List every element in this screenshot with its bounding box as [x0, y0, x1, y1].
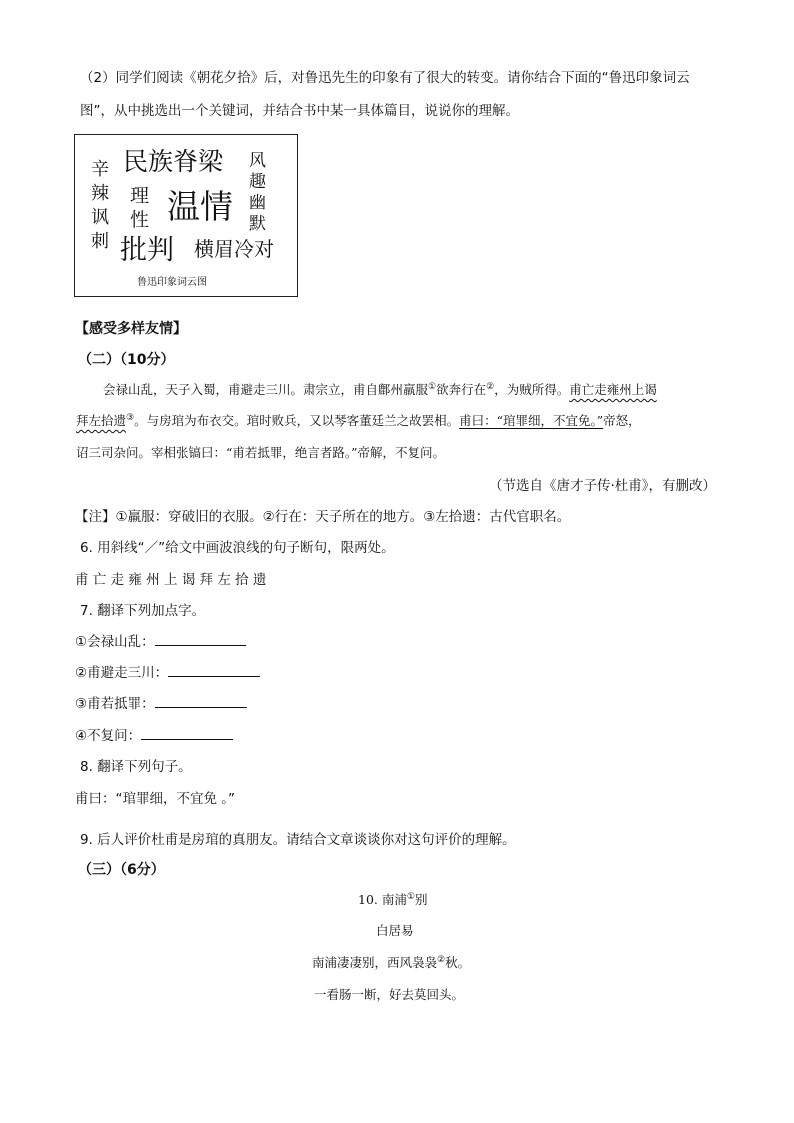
q7-item-label: ③甫若抵罪：	[75, 696, 155, 712]
answer-blank[interactable]	[141, 725, 233, 740]
poem-text: 秋。	[445, 955, 471, 970]
passage-text: 帝怒，	[603, 413, 641, 428]
q2-line1: （2）同学们阅读《朝花夕拾》后，对鲁迅先生的印象有了很大的转变。请你结合下面的“鲁迅印象词云	[80, 70, 690, 86]
passage-line3: 诏三司杂问。宰相张镐曰：“甫若抵罪，绝言者路。”帝解，不复问。	[76, 445, 446, 460]
q7-item-4	[75, 724, 233, 744]
wavy-sentence-part2: 拜左拾遗	[76, 413, 127, 428]
question-8-sentence: 甫曰：“琯罪细，不宜免 。”	[75, 791, 236, 807]
q7-item-label: ④不复问：	[75, 728, 142, 744]
annotation-note: 【注】①羸服：穿破旧的衣服。②行在：天子所在的地方。③左拾遗：古代官职名。	[75, 509, 571, 525]
q7-item-2	[75, 661, 260, 681]
poem-title-text: 10. 南浦	[358, 892, 407, 907]
poem-line-2: 一看肠一断，好去莫回头。	[314, 987, 465, 1002]
footnote-marker: ②	[486, 381, 495, 392]
poem-title-text: 别	[414, 892, 428, 907]
passage-source: （节选自《唐才子传·杜甫》，有删改）	[488, 478, 716, 494]
word-xinla-char: 刺	[91, 231, 109, 252]
q7-item-3	[75, 692, 247, 712]
word-fengqu-char: 风	[249, 151, 266, 171]
question-6: 6. 用斜线“／”给文中画波浪线的句子断句，限两处。	[80, 540, 395, 556]
question-6-sentence: 甫 亡 走 雍 州 上 谒 拜 左 拾 遗	[75, 572, 267, 588]
word-lixing-char: 理	[130, 185, 150, 207]
footnote-marker: ①	[428, 381, 437, 392]
underlined-sentence: 甫曰：“琯罪细，不宜免。”	[459, 413, 604, 428]
poem-line-1	[312, 953, 470, 971]
question-7: 7. 翻译下列加点字。	[80, 603, 206, 619]
part3-heading: （三）（6分）	[78, 862, 165, 878]
q7-item-1	[75, 630, 246, 650]
word-lixing	[130, 184, 149, 232]
answer-blank[interactable]	[155, 631, 246, 646]
word-hengmei: 横眉冷对	[194, 237, 274, 261]
word-xinla-char: 辣	[91, 183, 109, 204]
word-fengqu-char: 默	[249, 214, 266, 234]
poem-title	[358, 890, 427, 908]
footnote-marker: ②	[437, 954, 446, 965]
footnote-marker: ①	[406, 891, 415, 902]
word-wenqing: 温情	[167, 187, 233, 226]
question-8: 8. 翻译下列句子。	[80, 759, 192, 775]
word-fengqu-char: 幽	[249, 193, 266, 213]
wavy-sentence-part1: 甫亡走雍州上谒	[569, 382, 657, 397]
word-xinla	[91, 158, 109, 254]
part2-heading: （二）（10分）	[78, 352, 175, 368]
word-lixing-char: 性	[130, 209, 150, 231]
q7-item-label: ②甫避走三川：	[75, 665, 169, 681]
passage-line1	[103, 380, 657, 398]
word-fengqu	[249, 151, 266, 235]
word-cloud-caption: 鲁迅印象词云图	[137, 277, 207, 288]
question-9: 9. 后人评价杜甫是房琯的真朋友。请结合文章谈谈你对这句评价的理解。	[80, 832, 516, 848]
word-fengqu-char: 趣	[249, 172, 266, 192]
q2-line2: 图”，从中挑选出一个关键词，并结合书中某一具体篇目，说说你的理解。	[80, 103, 519, 119]
poem-text: 南浦凄凄别，西风袅袅	[312, 955, 438, 970]
passage-text: 。与房琯为布衣交。琯时败兵，又以琴客董廷兰之故罢相。	[134, 413, 460, 428]
word-pipan: 批判	[120, 235, 174, 266]
passage-text: ，为贼所得。	[494, 382, 570, 397]
passage-line2	[76, 411, 641, 429]
answer-blank[interactable]	[155, 693, 247, 708]
word-xinla-char: 辛	[91, 159, 109, 180]
answer-blank[interactable]	[168, 662, 260, 677]
footnote-marker: ③	[126, 412, 135, 423]
word-minzu: 民族脊梁	[123, 147, 224, 176]
q7-item-label: ①会禄山乱：	[75, 634, 155, 650]
section-heading: 【感受多样友情】	[75, 321, 187, 337]
passage-text: 欲奔行在	[436, 382, 487, 397]
poem-author: 白居易	[376, 923, 414, 938]
word-cloud-box	[74, 134, 298, 297]
word-xinla-char: 讽	[91, 207, 109, 228]
passage-text: 会禄山乱，天子入蜀，甫避走三川。肃宗立，甫自鄜州羸服	[103, 382, 429, 397]
